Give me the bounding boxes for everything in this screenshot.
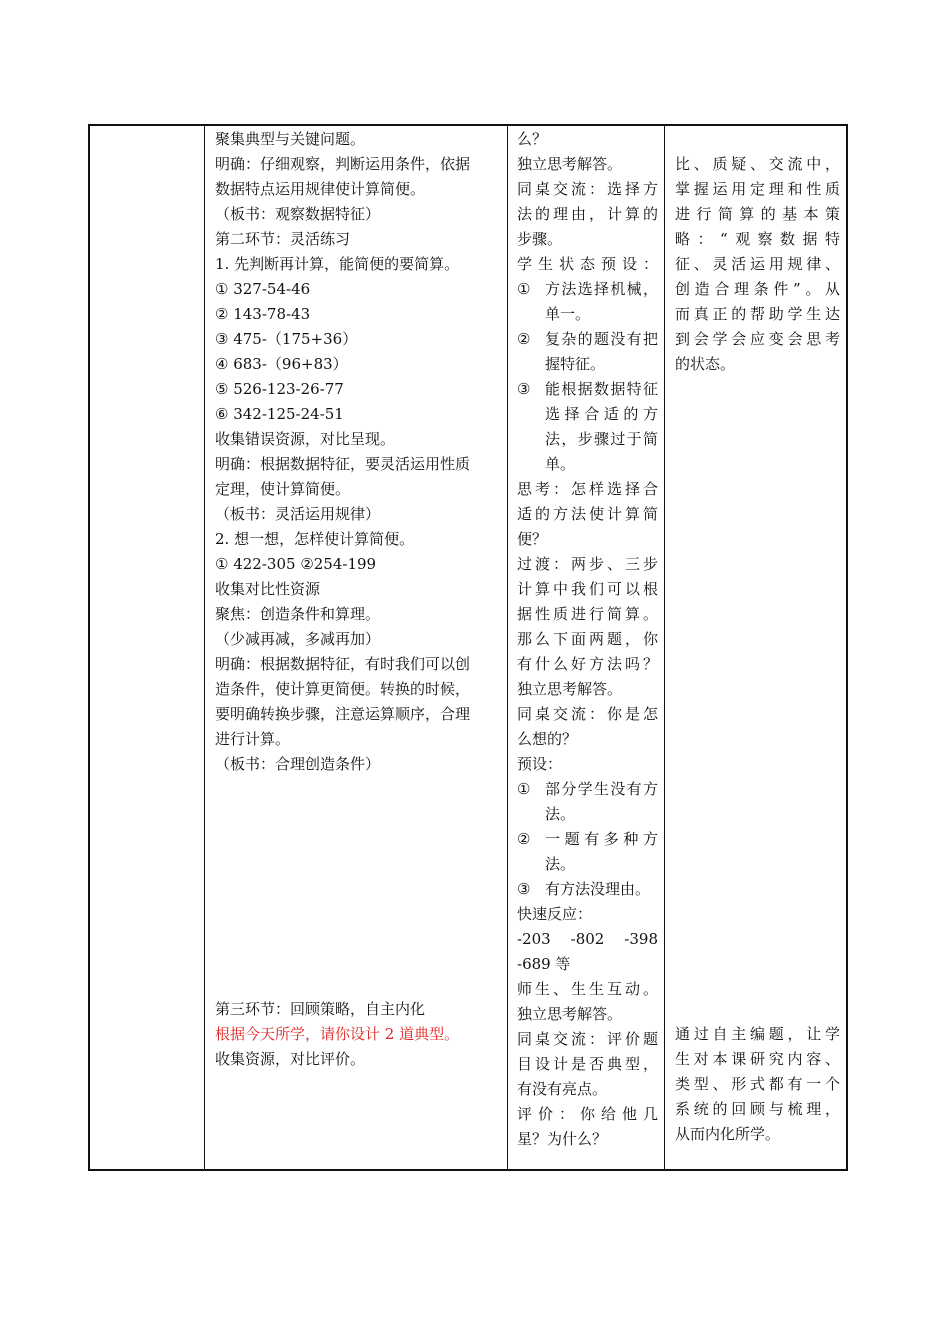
text-line: ③ 475-（175+36）: [215, 330, 358, 348]
text-line: 而真正的帮助学生达: [675, 305, 840, 323]
column-divider: [664, 126, 665, 1169]
preset-item-marker: ③: [517, 380, 531, 398]
text-line: 适的方法使计算简: [517, 505, 658, 523]
text-line: 计算中我们可以根: [517, 580, 658, 598]
text-line: 的状态。: [675, 355, 736, 373]
text-line: 独立思考解答。: [517, 680, 623, 698]
text-line: 快速反应：: [517, 905, 593, 923]
text-line: 步骤。: [517, 230, 563, 248]
text-line: 过渡：两步、三步: [517, 555, 658, 573]
preset-item-text: 一题有多种方法。: [545, 830, 658, 873]
preset-item: [517, 327, 658, 377]
text-line: ⑥ 342-125-24-51: [215, 405, 344, 423]
text-line: 收集错误资源，对比呈现。: [215, 430, 396, 448]
text-line: 同桌交流：评价题: [517, 1030, 658, 1048]
text-line: 评价：你给他几: [517, 1105, 658, 1123]
section3-cell: [215, 997, 501, 1072]
design-intent-para-2: [675, 1022, 840, 1147]
text-line: 造条件，使计算更简便。转换的时候，: [215, 680, 471, 698]
text-line: 有什么好方法吗？: [517, 655, 658, 673]
text-line: 便？: [517, 530, 548, 548]
text-line: 进行计算。: [215, 730, 291, 748]
preset-item: [517, 877, 658, 902]
column-divider: [204, 126, 205, 1169]
text-line: 生对本课研究内容、: [675, 1050, 840, 1068]
preset-item-marker: ①: [517, 780, 531, 798]
design-intent-cell-2: [675, 1022, 840, 1147]
text-line: 预设：: [517, 755, 563, 773]
text-line: 征、灵活运用规律、: [675, 255, 840, 273]
preset-item-text: 有方法没理由。: [545, 880, 651, 898]
text-line: ⑤ 526-123-26-77: [215, 380, 344, 398]
preset-item: [517, 277, 658, 327]
text-line: 那么下面两题，你: [517, 630, 658, 648]
text-line: 目设计是否典型，: [517, 1055, 658, 1073]
text-line: 到会学会应变会思考: [675, 330, 840, 348]
student-preset-list-2: [517, 777, 658, 902]
text-line: 进行简算的基本策: [675, 205, 840, 223]
text-line: 要明确转换步骤，注意运算顺序，合理: [215, 705, 471, 723]
teaching-process-lines: [215, 127, 501, 777]
preset-item: [517, 777, 658, 827]
text-line: 独立思考解答。: [517, 155, 623, 173]
preset-item-marker: ②: [517, 330, 531, 348]
text-line: 学生状态预设：: [517, 255, 658, 273]
preset-item-text: 复杂的题没有把握特征。: [545, 330, 658, 373]
preset-item-text: 能根据数据特征选择合适的方法，步骤过于简单。: [545, 380, 658, 473]
text-line: 系统的回顾与梳理，: [675, 1100, 840, 1118]
text-line: ④ 683-（96+83）: [215, 355, 348, 373]
text-line: 么？: [517, 130, 548, 148]
text-line: 通过自主编题，让学: [675, 1025, 840, 1043]
preset-item-text: 部分学生没有方法。: [545, 780, 658, 823]
preset-item-marker: ③: [517, 880, 531, 898]
text-line: 类型、形式都有一个: [675, 1075, 840, 1093]
text-line: 同桌交流：你是怎: [517, 705, 658, 723]
text-line: 师生、生生互动。: [517, 980, 658, 998]
text-line: 据性质进行简算。: [517, 605, 658, 623]
preset-item: [517, 377, 658, 477]
column-divider: [507, 126, 508, 1169]
student-activity-top: [517, 127, 658, 277]
text-line: （少减再减，多减再加）: [215, 630, 381, 648]
text-line: 聚焦：创造条件和算理。: [215, 605, 381, 623]
text-line: 思考：怎样选择合: [517, 480, 658, 498]
text-line: （板书：观察数据特征）: [215, 205, 381, 223]
text-line: 聚集典型与关键问题。: [215, 130, 366, 148]
design-intent-para-1: [675, 152, 840, 377]
text-line: ② 143-78-43: [215, 305, 311, 323]
student-activity-cell: [517, 127, 658, 1152]
text-line: 略：“观察数据特: [675, 230, 840, 248]
preset-item-marker: ②: [517, 830, 531, 848]
section3-collect: 收集资源，对比评价。: [215, 1050, 366, 1068]
text-line: ① 422-305 ②254-199: [215, 555, 377, 573]
teaching-process-cell: [215, 127, 501, 777]
text-line: （板书：灵活运用规律）: [215, 505, 381, 523]
student-preset-list-1: [517, 277, 658, 477]
text-line: 明确：根据数据特征，要灵活运用性质: [215, 455, 471, 473]
preset-item: [517, 827, 658, 877]
text-line: 星？为什么？: [517, 1130, 608, 1148]
text-line: 数据特点运用规律使计算简便。: [215, 180, 426, 198]
text-line: 从而内化所学。: [675, 1125, 781, 1143]
student-activity-bottom: [517, 902, 658, 1152]
text-line: 掌握运用定理和性质: [675, 180, 840, 198]
section3-task: 根据今天所学，请你设计 2 道典型。: [215, 1025, 460, 1043]
preset-item-text: 方法选择机械，单一。: [545, 280, 658, 323]
section3-title: 第三环节：回顾策略，自主内化: [215, 1000, 426, 1018]
text-line: 收集对比性资源: [215, 580, 321, 598]
text-line: 1. 先判断再计算，能简便的要简算。: [215, 255, 460, 273]
text-line: 有没有亮点。: [517, 1080, 608, 1098]
text-line: 定理，使计算简便。: [215, 480, 351, 498]
text-line: 同桌交流：选择方: [517, 180, 658, 198]
text-line: （板书：合理创造条件）: [215, 755, 381, 773]
text-line: -203 -802 -398: [517, 930, 658, 948]
text-line: 创造合理条件”。从: [675, 280, 840, 298]
lesson-plan-table: [88, 124, 848, 1171]
design-intent-cell: [675, 152, 840, 377]
text-line: -689 等: [517, 955, 571, 973]
student-activity-middle: [517, 477, 658, 777]
text-line: 明确：根据数据特征，有时我们可以创: [215, 655, 471, 673]
preset-item-marker: ①: [517, 280, 531, 298]
text-line: 2. 想一想，怎样使计算简便。: [215, 530, 415, 548]
text-line: 第二环节：灵活练习: [215, 230, 351, 248]
text-line: 比、质疑、交流中，: [675, 155, 840, 173]
text-line: 法的理由，计算的: [517, 205, 658, 223]
text-line: 独立思考解答。: [517, 1005, 623, 1023]
text-line: 明确：仔细观察，判断运用条件，依据: [215, 155, 471, 173]
text-line: ① 327-54-46: [215, 280, 311, 298]
text-line: 么想的？: [517, 730, 578, 748]
